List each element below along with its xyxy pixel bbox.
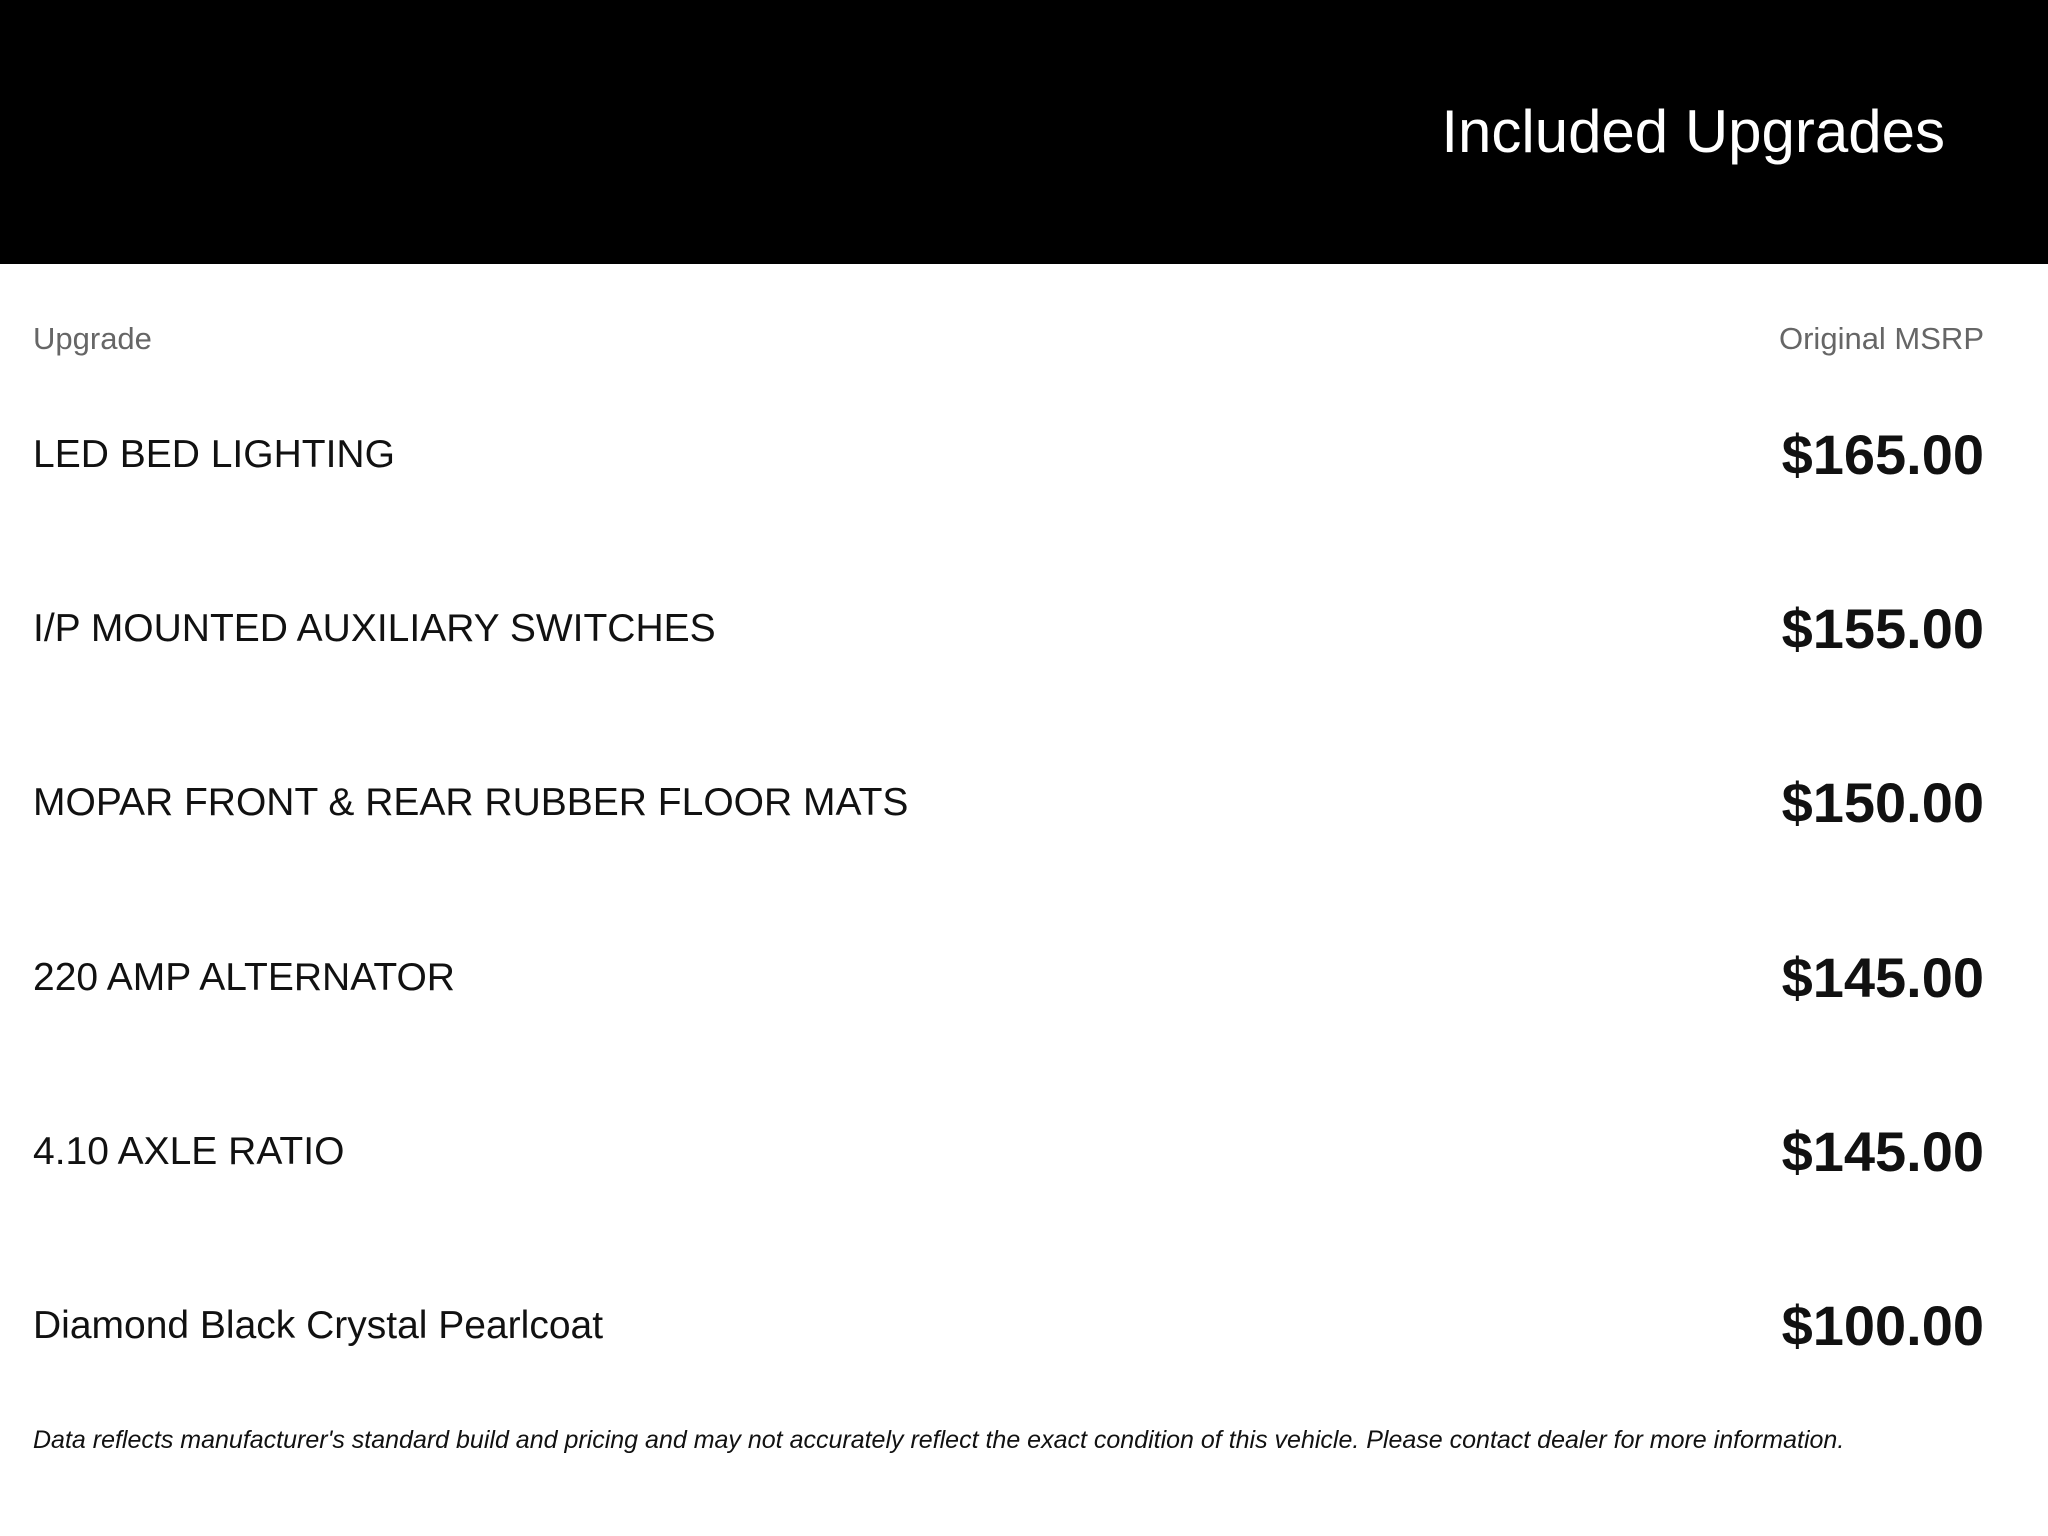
upgrade-price: $150.00 — [1781, 771, 1984, 834]
upgrade-row — [0, 753, 2048, 853]
column-header-msrp: Original MSRP — [1779, 321, 1984, 356]
upgrade-name: MOPAR FRONT & REAR RUBBER FLOOR MATS — [33, 781, 909, 824]
disclaimer-text: Data reflects manufacturer's standard build and pricing and may not accurately reflect the exact condition of this vehicle. Please contact dealer for more information. — [33, 1426, 1845, 1454]
upgrade-name: 220 AMP ALTERNATOR — [33, 956, 455, 999]
upgrade-price: $155.00 — [1781, 597, 1984, 660]
upgrade-name: I/P MOUNTED AUXILIARY SWITCHES — [33, 607, 716, 650]
upgrade-name: Diamond Black Crystal Pearlcoat — [33, 1304, 604, 1347]
upgrade-name: 4.10 AXLE RATIO — [33, 1130, 345, 1173]
column-header-upgrade: Upgrade — [33, 321, 152, 356]
upgrade-price: $145.00 — [1781, 946, 1984, 1009]
upgrade-row — [0, 405, 2048, 505]
upgrade-price: $165.00 — [1781, 423, 1984, 486]
upgrade-row — [0, 928, 2048, 1028]
upgrade-row — [0, 1102, 2048, 1202]
upgrade-price: $145.00 — [1781, 1120, 1984, 1183]
upgrade-row — [0, 1276, 2048, 1376]
upgrade-name: LED BED LIGHTING — [33, 433, 395, 476]
upgrade-row — [0, 579, 2048, 679]
upgrade-price: $100.00 — [1781, 1294, 1984, 1357]
page-title: Included Upgrades — [1441, 98, 1945, 165]
header-bar — [0, 0, 2048, 264]
